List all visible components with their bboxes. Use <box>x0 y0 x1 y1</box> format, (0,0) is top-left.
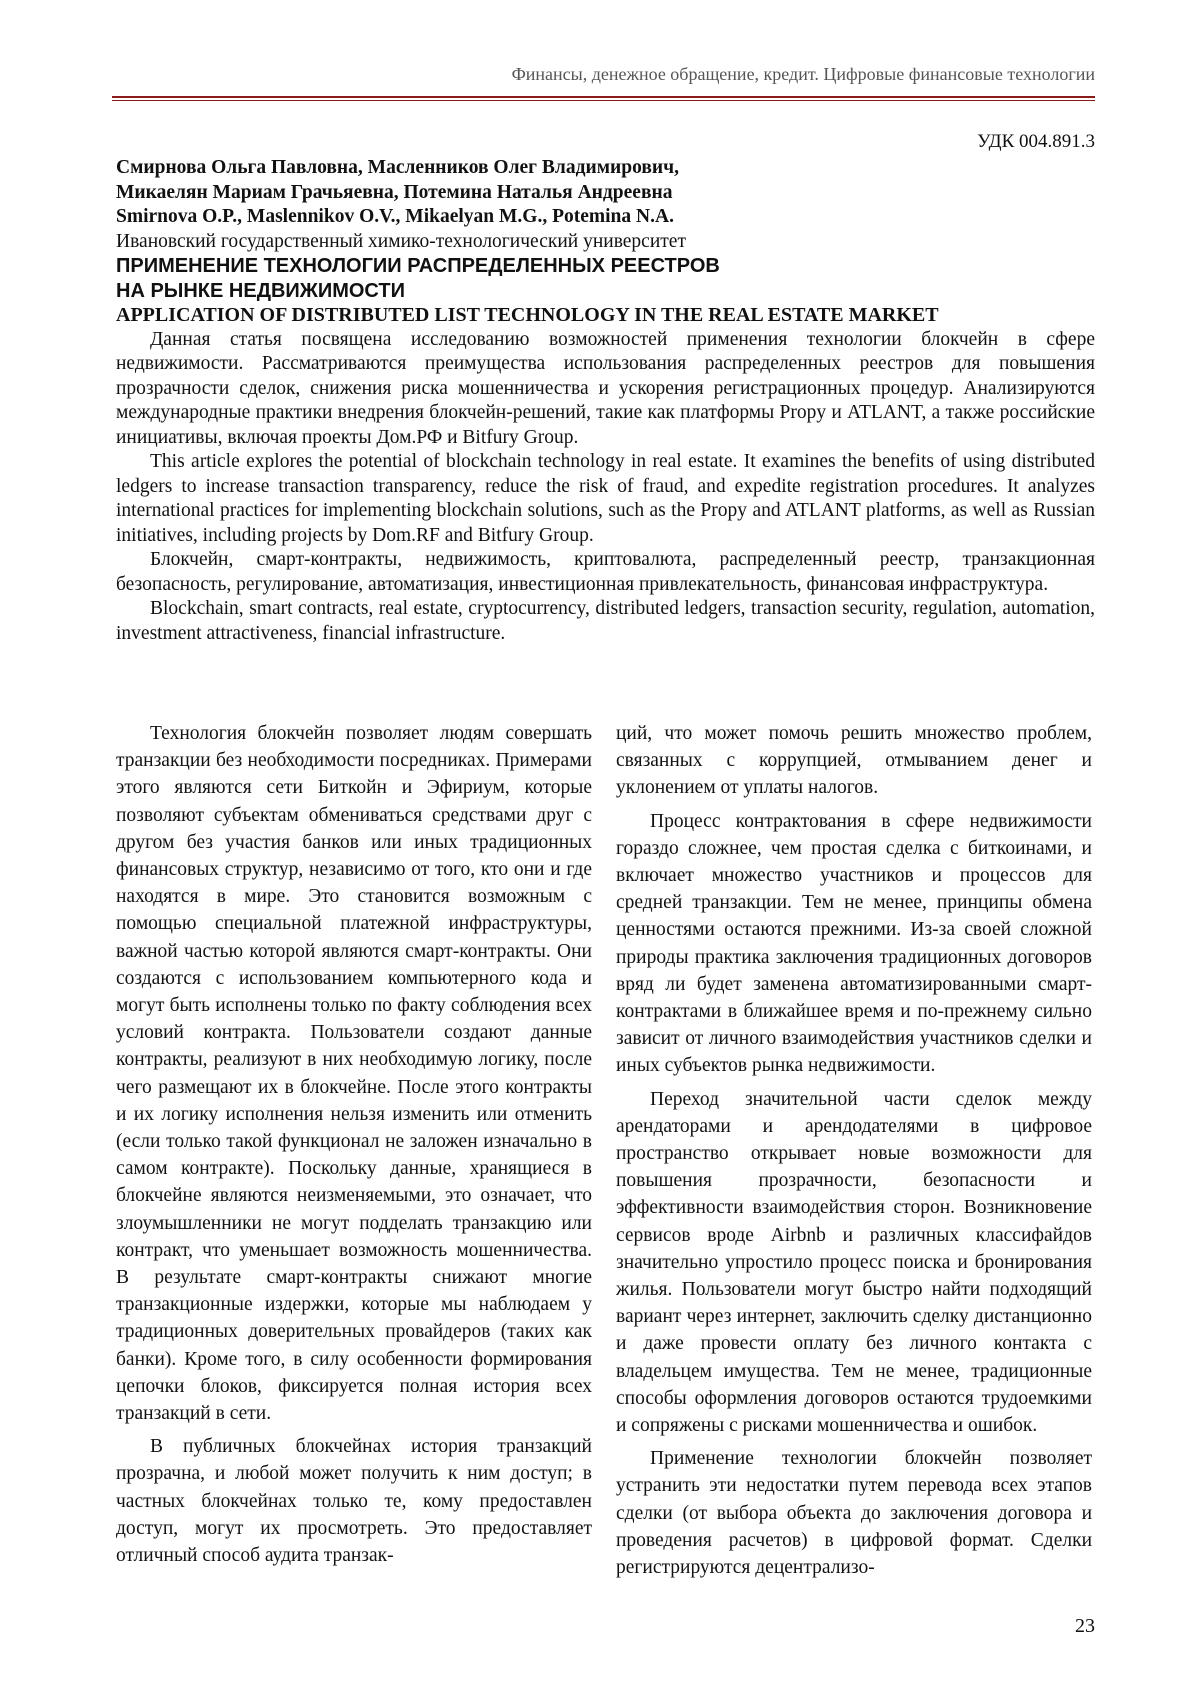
article-front-matter <box>116 156 1095 646</box>
body-paragraph: В публичных блокчейнах история транзакций прозрачна, и любой может получить к ним доступ; в частных блокчейнах только те, кому предоставлен доступ, могут их просмотреть. Это предоставляет отличный способ аудита транзак- <box>116 1436 592 1567</box>
authors-ru-line-2: Микаелян Мариам Грачьяевна, Потемина Наталья Андреевна <box>116 181 673 203</box>
abstract-en: This article explores the potential of blockchain technology in real estate. It examines the benefits of using distributed ledgers to increase transaction transparency, reduce the risk of fraud, and expedite registration procedures. It analyzes international practices for implementing blockchain solutions, such as the Propy and ATLANT platforms, as well as Russian initiatives, including projects by Dom.RF and Bitfury Group. <box>116 451 1095 546</box>
authors-ru-line-1: Смирнова Ольга Павловна, Масленников Олег Владимирович, <box>116 157 679 178</box>
body-column-left <box>116 720 592 1587</box>
header-rule <box>112 96 1095 101</box>
body-columns <box>116 720 1092 1587</box>
title-ru-line-1: ПРИМЕНЕНИЕ ТЕХНОЛОГИИ РАСПРЕДЕЛЕННЫХ РЕЕСТРОВ <box>116 255 720 277</box>
running-header: Финансы, денежное обращение, кредит. Цифровые финансовые технологии <box>511 64 1095 84</box>
keywords-en: Blockchain, smart contracts, real estate, cryptocurrency, distributed ledgers, transaction security, regulation, automation, investment attractiveness, financial infrastructure. <box>116 598 1095 644</box>
abstract-ru: Данная статья посвящена исследованию возможностей применения технологии блокчейн в сфере недвижимости. Рассматриваются преимущества использования распределенных реестров для повышения прозрачности сделок, снижения риска мошенничества и ускорения регистрационных процедур. Анализируются международные практики внедрения блокчейн-решений, такие как платформы Propy и ATLANT, а также российские инициативы, включая проекты Дом.РФ и Bitfury Group. <box>116 328 1095 448</box>
keywords-ru: Блокчейн, смарт-контракты, недвижимость, криптовалюта, распределенный реестр, транзакционная безопасность, регулирование, автоматизация, инвестиционная привлекательность, финансовая инфраструктура. <box>116 549 1095 595</box>
title-en: APPLICATION OF DISTRIBUTED LIST TECHNOLOGY IN THE REAL ESTATE MARKET <box>116 304 939 326</box>
body-paragraph: Применение технологии блокчейн позволяет устранить эти недостатки путем перевода всех этапов сделки (от выбора объекта до заключения договора и проведения расчетов) в цифровой формат. Сделки регистрируются децентрализо- <box>616 1448 1092 1579</box>
body-column-right <box>616 720 1092 1587</box>
body-paragraph-continued: ций, что может помочь решить множество проблем, связанных с коррупцией, отмыванием денег и уклонением от уплаты налогов. <box>616 723 1092 799</box>
body-paragraph: Технология блокчейн позволяет людям совершать транзакции без необходимости посредниках. Примерами этого являются сети Биткойн и Эфириум, которые позволяют субъектам обмениваться средствами друг с другом без участия банков или иных традиционных финансовых структур, независимо от того, кто они и где находятся в мире. Это становится возможным с помощью специальной платежной инфраструктуры, важной частью которой являются смарт-контракты. Они создаются с использованием компьютерного кода и могут быть исполнены только по факту соблюдения всех условий контракта. Пользователи создают данные контракты, реализуют в них необходимую логику, после чего размещают их в блокчейне. После этого контракты и их логику исполнения нельзя изменить или отменить (если только такой функционал не заложен изначально в самом контракте). Поскольку данные, хранящиеся в блокчейне являются неизменяемыми, это означает, что злоумышленники не могут подделать транзакцию или контракт, что уменьшает возможность мошенничества. В результате смарт-контракты снижают многие транзакционные издержки, которые мы наблюдаем у традиционных доверительных провайдеров (таких как банки). Кроме того, в силу особенности формирования цепочки блоков, фиксируется полная история всех транзакций в сети. <box>116 723 592 1425</box>
authors-en: Smirnova O.P., Maslennikov O.V., Mikaelyan M.G., Potemina N.A. <box>116 206 674 227</box>
title-ru-line-2: НА РЫНКЕ НЕДВИЖИМОСТИ <box>116 279 405 302</box>
affiliation: Ивановский государственный химико-технологический университет <box>116 230 686 252</box>
body-paragraph: Процесс контрактования в сфере недвижимости гораздо сложнее, чем простая сделка с биткоинами, и включает множество участников и процессов для средней транзакции. Тем не менее, принципы обмена ценностями остаются прежними. Из-за своей сложной природы практика заключения традиционных договоров вряд ли будет заменена автоматизированными смарт-контрактами в ближайшее время и по-прежнему сильно зависит от личного взаимодействия участников сделки и иных субъектов рынка недвижимости. <box>616 810 1092 1077</box>
body-paragraph: Переход значительной части сделок между арендаторами и арендодателями в цифровое пространство открывает новые возможности для повышения прозрачности, безопасности и эффективности взаимодействия сторон. Возникновение сервисов вроде Airbnb и различных классифайдов значительно упростило процесс поиска и бронирования жилья. Пользователи могут быстро найти подходящий вариант через интернет, заключить сделку дистанционно и даже провести оплату без личного контакта с владельцем имущества. Тем не менее, традиционные способы оформления договоров остаются трудоемкими и сопряжены с рисками мошенничества и ошибок. <box>616 1088 1092 1437</box>
udk-code: УДК 004.891.3 <box>977 131 1095 152</box>
page-number: 23 <box>1075 1615 1095 1637</box>
